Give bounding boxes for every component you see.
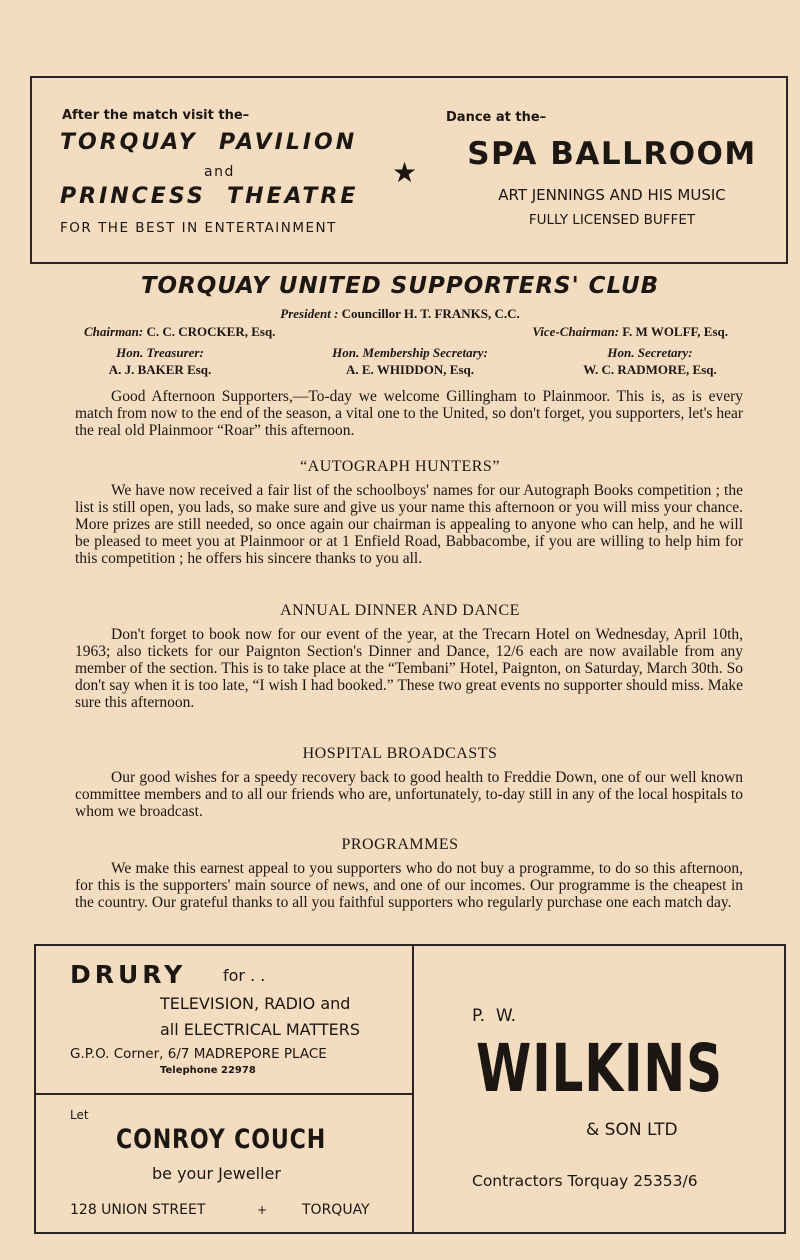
- pavilion-and: and: [204, 164, 235, 180]
- vice-chairman-label: Vice-Chairman:: [532, 324, 620, 339]
- programmes-paragraph: We make this earnest appeal to you supporters who do not buy a programme, to do so this afternoon, for this is the supporters' main source of news, and one of our incomes. Our programme is the cheapest in the country. Our grateful thanks to all you faithful supporters who regularly purchase one each match day.: [75, 860, 743, 911]
- conroy-tagline: be your Jeweller: [152, 1164, 281, 1183]
- drury-telephone: Telephone 22978: [160, 1065, 256, 1076]
- bottom-advert-panel: [34, 944, 786, 1234]
- vice-chairman-line: [532, 324, 728, 340]
- wilkins-contact: Contractors Torquay 25353/6: [472, 1172, 698, 1190]
- president-name: Councillor H. T. FRANKS, C.C.: [341, 306, 520, 321]
- star-icon: ★: [392, 158, 418, 189]
- membership-name: A. E. WHIDDON, Esq.: [346, 362, 474, 377]
- intro-paragraph: Good Afternoon Supporters,—To-day we welcome Gillingham to Plainmoor. This is, as is every match from now to the end of the season, a vital one to the United, so don't forget, you supporters, let's hear the real old Plainmoor “Roar” this afternoon.: [75, 388, 743, 439]
- drury-name: DRURY: [70, 960, 187, 989]
- club-title: TORQUAY UNITED SUPPORTERS' CLUB: [140, 273, 660, 299]
- autograph-paragraph: We have now received a fair list of the schoolboys' names for our Autograph Books competition ; the list is still open, you lads, so make sure and give us your name this afternoon or you will miss your chance. More prizes are still needed, so once again our chairman is appealing to anyone who can help, and he will be pleased to meet you at Plainmoor or at 1 Enfield Road, Babbacombe, if you are willing to help him for this competition ; he offers his sincere thanks to you all.: [75, 482, 743, 567]
- wilkins-initials: P. W.: [472, 1006, 517, 1026]
- heading-annual-dinner: ANNUAL DINNER AND DANCE: [280, 602, 520, 619]
- drury-line1: TELEVISION, RADIO and: [160, 994, 351, 1013]
- wilkins-suffix: & SON LTD: [586, 1120, 678, 1140]
- membership-block: [300, 344, 520, 378]
- secretary-block: [560, 344, 740, 378]
- conroy-separator: +: [257, 1203, 268, 1217]
- heading-autograph-hunters: “AUTOGRAPH HUNTERS”: [300, 458, 500, 475]
- wilkins-name: WILKINS: [476, 1030, 723, 1107]
- treasurer-name: A. J. BAKER Esq.: [108, 362, 212, 377]
- secretary-name: W. C. RADMORE, Esq.: [583, 362, 717, 377]
- heading-hospital-broadcasts: HOSPITAL BROADCASTS: [302, 745, 498, 762]
- drury-for: for . .: [223, 966, 266, 985]
- dinner-paragraph: Don't forget to book now for our event of the year, at the Trecarn Hotel on Wednesday, April 10th, 1963; also tickets for our Paignton Section's Dinner and Dance, 12/6 each are now available from any member of the section. This is to take place at the “Tembani” Hotel, Paignton, on Saturday, March 30th. So don't say when it is too late, “I wish I had booked.” These two great events no supporter should miss. Make sure this afternoon.: [75, 626, 743, 711]
- pavilion-name: TORQUAY PAVILION: [60, 130, 358, 155]
- treasurer-block: [70, 344, 250, 378]
- conroy-town: TORQUAY: [302, 1202, 370, 1218]
- membership-label: Hon. Membership Secretary:: [332, 345, 488, 360]
- vertical-divider: [412, 946, 414, 1232]
- hospital-paragraph: Our good wishes for a speedy recovery back to good health to Freddie Down, one of our well known committee members and to all our friends who are, unfortunately, to-day still in any of the local hospitals to whom we broadcast.: [75, 769, 743, 820]
- pavilion-intro: After the match visit the–: [62, 108, 250, 123]
- ballroom-intro: Dance at the–: [446, 110, 547, 125]
- chairman-label: Chairman:: [84, 324, 144, 339]
- drury-line2: all ELECTRICAL MATTERS: [160, 1020, 360, 1039]
- ballroom-music: ART JENNINGS AND HIS MUSIC: [498, 186, 726, 204]
- secretary-label: Hon. Secretary:: [607, 345, 693, 360]
- ballroom-name: SPA BALLROOM: [467, 136, 757, 172]
- top-advert: [30, 76, 788, 264]
- ballroom-buffet: FULLY LICENSED BUFFET: [528, 212, 696, 228]
- president-label: President :: [280, 306, 339, 321]
- horizontal-divider: [36, 1093, 413, 1095]
- chairman-name: C. C. CROCKER, Esq.: [146, 324, 276, 339]
- president-line: [0, 306, 800, 322]
- conroy-let: Let: [70, 1108, 89, 1122]
- chairman-line: [84, 324, 275, 340]
- drury-address: G.P.O. Corner, 6/7 MADREPORE PLACE: [70, 1046, 327, 1062]
- conroy-street: 128 UNION STREET: [70, 1202, 206, 1218]
- heading-programmes: PROGRAMMES: [341, 836, 459, 853]
- vice-chairman-name: F. M WOLFF, Esq.: [622, 324, 728, 339]
- entertainment-tagline: FOR THE BEST IN ENTERTAINMENT: [60, 220, 337, 236]
- conroy-name: CONROY COUCH: [116, 1124, 327, 1155]
- treasurer-label: Hon. Treasurer:: [116, 345, 204, 360]
- theatre-name: PRINCESS THEATRE: [60, 184, 359, 209]
